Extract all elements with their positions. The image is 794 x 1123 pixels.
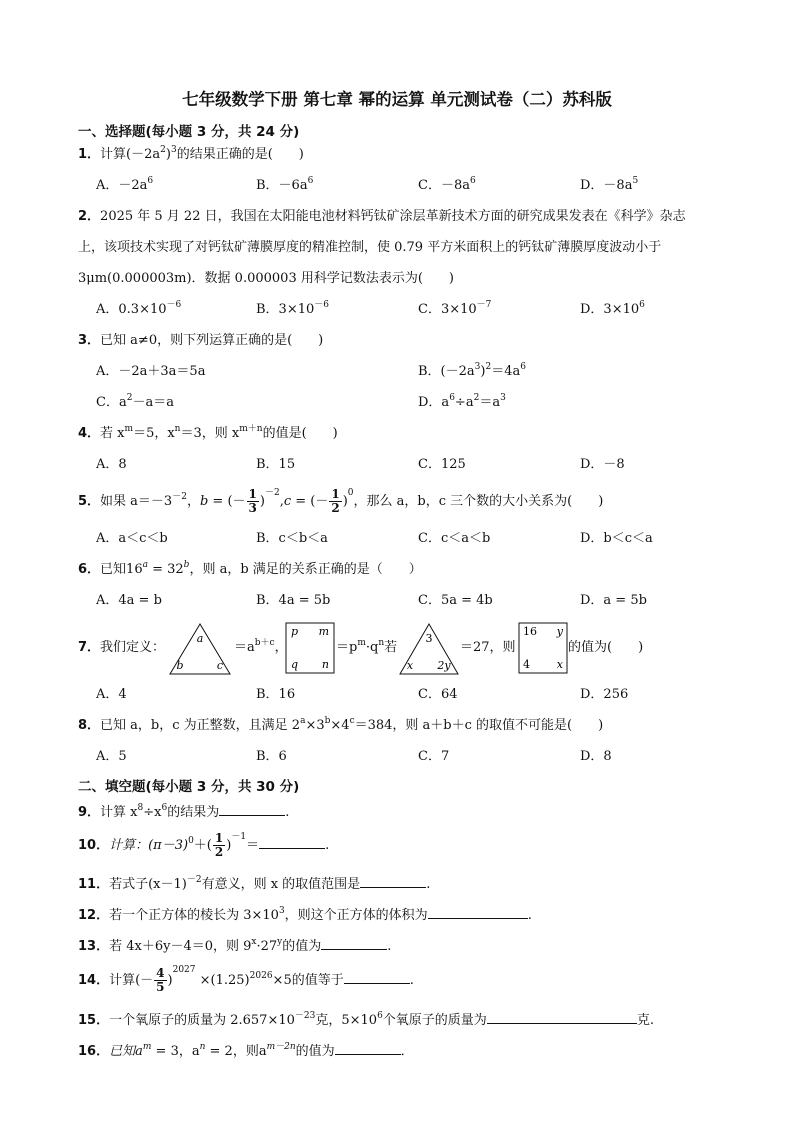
- superscript: 6: [639, 300, 645, 310]
- option-a[interactable]: A．4: [96, 687, 127, 702]
- option-c[interactable]: C．7: [418, 749, 450, 764]
- fraction: [213, 832, 225, 859]
- section-heading-fill: 二、填空题(每小题 3 分，共 30 分): [78, 779, 300, 795]
- superscript: 6: [469, 176, 476, 186]
- superscript: 3: [474, 362, 481, 372]
- option-c[interactable]: C．5a = 4b: [418, 593, 493, 608]
- option-text: ＝a: [479, 395, 501, 410]
- superscript: －7: [476, 300, 492, 310]
- superscript: 2026: [249, 971, 273, 981]
- option-text: A．－2a: [96, 178, 148, 193]
- option-text: ): [480, 364, 486, 379]
- superscript: m－2n: [266, 1042, 296, 1052]
- option-text: B．3×10: [256, 302, 315, 317]
- option-a[interactable]: A．8: [96, 457, 127, 472]
- question-2-line-2: 上，该项技术实现了对钙钛矿薄膜厚度的精准控制，使 0.79 平方米面积上的钙钛矿薄膜厚度波动小于: [78, 240, 662, 255]
- question-5: [78, 488, 603, 516]
- question-12: [78, 904, 532, 925]
- question-text: ＋(: [193, 838, 212, 853]
- question-text: ,: [279, 494, 284, 509]
- superscript: 6: [449, 393, 455, 403]
- fraction: [154, 967, 166, 994]
- denominator: 3: [248, 501, 257, 515]
- question-text: ＝5，x: [133, 426, 175, 441]
- superscript: 2: [126, 393, 133, 403]
- triangle-right-label: 2y: [437, 659, 451, 672]
- option-a[interactable]: [96, 301, 181, 319]
- superscript: －2: [264, 488, 280, 498]
- question-number: 16．: [78, 1044, 110, 1059]
- superscript: m: [142, 1042, 152, 1052]
- answer-blank[interactable]: [335, 1040, 401, 1055]
- answer-blank[interactable]: [321, 935, 387, 950]
- option-text: D．－8a: [580, 178, 633, 193]
- option-a[interactable]: A．a＜c＜b: [96, 531, 168, 546]
- question-text: .: [527, 908, 532, 923]
- option-d[interactable]: [580, 177, 638, 195]
- superscript: －23: [294, 1011, 316, 1021]
- triangle-top-label: a: [196, 632, 204, 645]
- answer-blank[interactable]: [259, 834, 325, 849]
- question-text: 已知 a，b，c 为正整数，且满足 2: [100, 718, 301, 733]
- option-text: D．3×10: [580, 302, 640, 317]
- question-1: [78, 146, 304, 164]
- question-number: 15．: [78, 1013, 110, 1028]
- question-15: [78, 1009, 654, 1030]
- question-text: ＝3，则 x: [180, 426, 240, 441]
- question-number: 2．: [78, 209, 101, 224]
- question-number: 13．: [78, 939, 110, 954]
- superscript: n: [378, 638, 385, 648]
- question-text: ．: [400, 1044, 414, 1059]
- question-text: ): [226, 838, 232, 853]
- square-top-left-label: 16: [523, 625, 537, 638]
- question-number: 5．: [78, 494, 101, 509]
- triangle-top-label: 3: [425, 632, 433, 645]
- superscript: 2: [473, 393, 480, 403]
- definition-3-rule: ＝27，则: [460, 640, 516, 655]
- question-text: ＝a: [234, 640, 255, 655]
- answer-blank[interactable]: [487, 1009, 637, 1024]
- question-text: .: [409, 973, 414, 988]
- question-text: ，: [274, 640, 288, 655]
- question-text: ，则这个正方体的体积为: [284, 908, 428, 923]
- question-text: ×4: [330, 718, 350, 733]
- question-2: [78, 208, 686, 226]
- question-text: .: [325, 838, 330, 853]
- option-a[interactable]: A．4a = b: [96, 593, 162, 608]
- denominator: 5: [156, 980, 165, 994]
- option-d[interactable]: [418, 394, 506, 412]
- question-text: ＝: [246, 838, 260, 853]
- superscript: 0: [188, 836, 194, 846]
- question-text: 若: [384, 640, 398, 655]
- superscript: 3: [500, 393, 506, 403]
- option-d[interactable]: [580, 301, 645, 319]
- question-text: 克.: [636, 1013, 654, 1028]
- option-d[interactable]: D．b＜c＜a: [580, 531, 653, 546]
- option-a[interactable]: [96, 177, 153, 195]
- option-b[interactable]: B．4a = 5b: [256, 593, 331, 608]
- question-text: ): [342, 494, 348, 509]
- superscript: 8: [137, 803, 144, 813]
- triangle-definition-1: [168, 622, 232, 676]
- superscript: 6: [307, 176, 314, 186]
- question-text: 有意义，则 x 的取值范围是: [201, 877, 361, 892]
- numerator: 1: [331, 487, 340, 501]
- question-number: 12．: [78, 908, 110, 923]
- question-number: 9．: [78, 805, 101, 820]
- question-text: 我们定义：: [100, 640, 166, 655]
- question-text: 已知 a≠0，则下列运算正确的是( ): [100, 333, 324, 348]
- square-top-right-label: y: [556, 625, 563, 638]
- question-text: ×5的值等于: [272, 973, 344, 988]
- question-text: .: [387, 939, 392, 954]
- superscript: m: [357, 638, 366, 648]
- square-bottom-left-label: q: [291, 658, 299, 671]
- superscript: 6: [161, 803, 168, 813]
- superscript: 5: [632, 176, 639, 186]
- question-text: ＝384，则 a＋b＋c 的取值不可能是( ): [354, 718, 604, 733]
- option-d[interactable]: D．256: [580, 687, 629, 702]
- square-query: [518, 622, 568, 674]
- superscript: 3: [170, 145, 177, 155]
- question-13: [78, 935, 391, 956]
- question-7-lead: [78, 639, 165, 657]
- question-text: .: [426, 877, 431, 892]
- variable: b: [199, 494, 209, 509]
- question-text: 计算(－: [109, 973, 154, 988]
- square-bottom-left-label: 4: [523, 658, 530, 671]
- option-a[interactable]: A．－2a＋3a＝5a: [96, 364, 206, 379]
- question-number: 7．: [78, 640, 101, 655]
- option-c[interactable]: C．c＜a＜b: [418, 531, 491, 546]
- option-d[interactable]: D．8: [580, 749, 612, 764]
- question-text: ): [259, 494, 265, 509]
- question-text: 计算 x: [100, 805, 138, 820]
- question-text: ·27: [256, 939, 278, 954]
- triangle-given: [398, 622, 460, 676]
- question-text: 的值为: [282, 939, 322, 954]
- superscript: －2: [186, 875, 202, 885]
- superscript: x: [251, 937, 257, 947]
- square-bottom-right-label: n: [321, 658, 329, 671]
- question-text: 的值是( ): [262, 426, 338, 441]
- option-text: C．3×10: [418, 302, 477, 317]
- option-b[interactable]: B．15: [256, 457, 296, 472]
- question-text: 计算：(π－3): [109, 838, 189, 853]
- question-text: 一个氧原子的质量为 2.657×10: [109, 1013, 295, 1028]
- question-text: ): [167, 973, 173, 988]
- question-text: = 3，a: [151, 1044, 200, 1059]
- question-text: 若式子(x－1): [109, 877, 187, 892]
- question-text: ·q: [365, 640, 379, 655]
- question-number: 14．: [78, 973, 110, 988]
- option-c[interactable]: [418, 301, 491, 319]
- question-text: ): [165, 147, 171, 162]
- superscript: 0: [347, 488, 354, 498]
- superscript: －6: [166, 300, 182, 310]
- question-text: 克，5×10: [315, 1013, 378, 1028]
- question-text: 的结果正确的是( ): [176, 147, 304, 162]
- question-9: [78, 801, 289, 822]
- triangle-left-label: b: [176, 659, 184, 672]
- numerator: 1: [248, 487, 257, 501]
- answer-blank[interactable]: [344, 969, 410, 984]
- square-definition: [285, 622, 335, 674]
- section-heading-choice: 一、选择题(每小题 3 分，共 24 分): [78, 124, 300, 140]
- option-text: ÷a: [454, 395, 474, 410]
- question-text: 已知16: [100, 562, 143, 577]
- numerator: 4: [156, 966, 165, 980]
- superscript: －6: [314, 300, 329, 310]
- superscript: b: [183, 560, 190, 570]
- definition-2-rule: [336, 639, 397, 657]
- superscript: y: [277, 937, 283, 947]
- question-text: = 2，则a: [205, 1044, 267, 1059]
- option-text: B．(－2a: [418, 364, 475, 379]
- superscript: 2: [160, 145, 166, 155]
- option-a[interactable]: A．5: [96, 749, 127, 764]
- option-c[interactable]: C．64: [418, 687, 458, 702]
- question-2-line-3: 3μm(0.000003m)．数据 0.000003 用科学记数法表示为( ): [78, 271, 454, 286]
- option-text: ＝4a: [491, 364, 521, 379]
- option-b[interactable]: B．16: [256, 687, 296, 702]
- question-10: [78, 832, 329, 860]
- question-text: 已知a: [109, 1044, 143, 1059]
- question-8: [78, 717, 603, 735]
- option-b[interactable]: [256, 177, 313, 195]
- option-text: A．0.3×10: [96, 302, 167, 317]
- superscript: a: [142, 560, 148, 570]
- fraction: [247, 488, 259, 515]
- question-16: [78, 1040, 414, 1061]
- option-text: C．a: [96, 395, 127, 410]
- question-text: 2025 年 5 月 22 日，我国在太阳能电池材料钙钛矿涂层革新技术方面的研究成果发表在《科学》杂志: [100, 209, 686, 224]
- question-text: ，: [186, 494, 200, 509]
- definition-1-rule: [234, 639, 288, 657]
- answer-blank[interactable]: [428, 904, 528, 919]
- superscript: n: [199, 1042, 206, 1052]
- option-b[interactable]: [418, 363, 526, 381]
- question-number: 4．: [78, 426, 101, 441]
- triangle-left-label: x: [406, 659, 414, 672]
- question-text: ×3: [305, 718, 325, 733]
- superscript: c: [349, 716, 355, 726]
- question-text: 如果 a＝－3: [100, 494, 173, 509]
- question-text: 的值为: [295, 1044, 335, 1059]
- option-c[interactable]: [96, 394, 174, 412]
- question-text: ÷x: [143, 805, 162, 820]
- question-number: 6．: [78, 562, 101, 577]
- question-text: .: [285, 805, 290, 820]
- denominator: 2: [331, 501, 340, 515]
- option-d[interactable]: D．－8: [580, 457, 625, 472]
- superscript: m＋n: [239, 424, 263, 434]
- answer-blank[interactable]: [360, 873, 426, 888]
- question-text: ，则 a，b 满足的关系正确的是（ ）: [189, 562, 422, 577]
- superscript: －2: [172, 492, 187, 502]
- superscript: 6: [147, 176, 154, 186]
- question-text: 若 x: [100, 426, 125, 441]
- numerator: 1: [214, 831, 224, 845]
- question-text: 若一个正方体的棱长为 3×10: [109, 908, 279, 923]
- question-text: ，那么 a，b，c 三个数的大小关系为( ): [353, 494, 604, 509]
- question-7-end: 的值为( ): [568, 640, 644, 655]
- question-text: = (－: [291, 494, 329, 509]
- question-14: [78, 966, 414, 996]
- question-text: ＝p: [336, 640, 358, 655]
- question-number: 3．: [78, 333, 101, 348]
- option-b[interactable]: B．6: [256, 749, 287, 764]
- superscript: n: [174, 424, 181, 434]
- option-text: －a＝a: [132, 395, 174, 410]
- square-bottom-right-label: x: [556, 658, 563, 671]
- superscript: a: [300, 716, 306, 726]
- denominator: 2: [214, 845, 224, 859]
- question-11: [78, 873, 430, 894]
- square-top-right-label: m: [318, 625, 329, 638]
- question-text: = (－: [208, 494, 246, 509]
- fraction: [329, 488, 341, 515]
- option-c[interactable]: [418, 177, 476, 195]
- question-6: [78, 561, 422, 579]
- superscript: 2027: [172, 965, 196, 975]
- question-text: = 32: [147, 562, 184, 577]
- triangle-right-label: c: [216, 659, 224, 672]
- question-number: 8．: [78, 718, 101, 733]
- question-text: ×(1.25): [195, 973, 250, 988]
- superscript: b＋c: [254, 638, 275, 648]
- answer-blank[interactable]: [219, 801, 285, 816]
- question-3: [78, 332, 323, 350]
- superscript: m: [124, 424, 134, 434]
- question-4: [78, 425, 338, 443]
- question-text: 若 4x＋6y－4＝0，则 9: [109, 939, 252, 954]
- page-title: 七年级数学下册 第七章 幂的运算 单元测试卷（二）苏科版: [182, 90, 612, 109]
- option-text: D．a: [418, 395, 450, 410]
- superscript: 6: [520, 362, 526, 372]
- superscript: 3: [278, 906, 285, 916]
- option-b[interactable]: [256, 301, 329, 319]
- superscript: 6: [377, 1011, 383, 1021]
- question-number: 10．: [78, 838, 110, 853]
- question-number: 11．: [78, 877, 110, 892]
- option-text: B．－6a: [256, 178, 308, 193]
- superscript: 2: [485, 362, 492, 372]
- square-top-left-label: p: [291, 625, 299, 638]
- question-text: 计算(－2a: [100, 147, 161, 162]
- variable: c: [283, 494, 292, 509]
- option-c[interactable]: C．125: [418, 457, 466, 472]
- question-text: 的结果为: [167, 805, 220, 820]
- option-text: C．－8a: [418, 178, 470, 193]
- question-text: 个氧原子的质量为: [382, 1013, 487, 1028]
- option-d[interactable]: D．a = 5b: [580, 593, 647, 608]
- superscript: －1: [231, 832, 247, 842]
- question-number: 1．: [78, 147, 101, 162]
- option-b[interactable]: B．c＜b＜a: [256, 531, 328, 546]
- superscript: b: [324, 716, 331, 726]
